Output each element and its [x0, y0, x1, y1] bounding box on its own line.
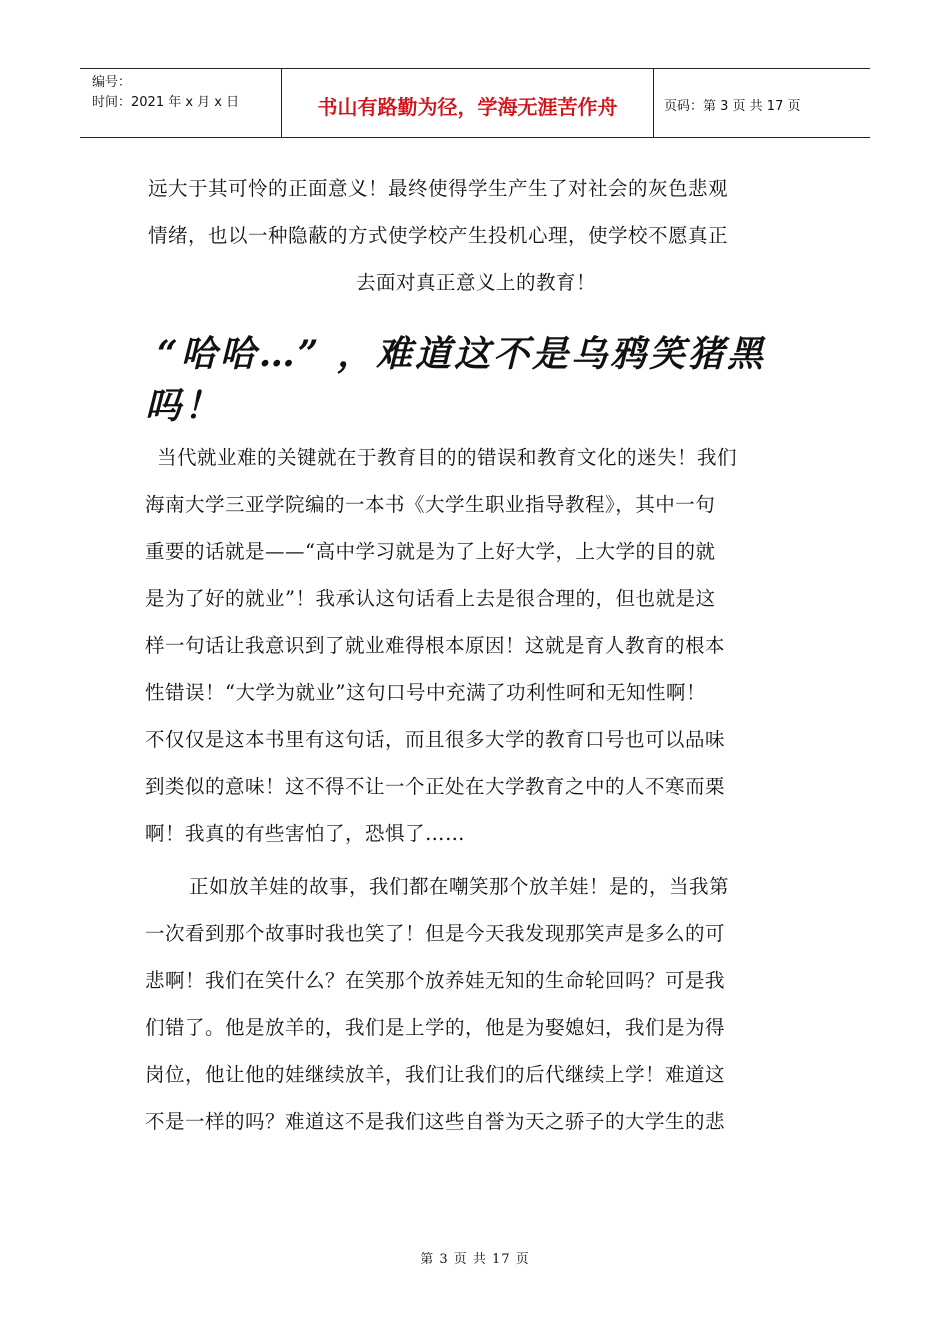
paragraph-line: 们错了。他是放羊的，我们是上学的，他是为娶媳妇，我们是为得 — [145, 1016, 726, 1039]
paragraph-line: 海南大学三亚学院编的一本书《大学生职业指导教程》，其中一句 — [145, 493, 716, 516]
header-meta — [80, 69, 282, 137]
heading-line: 吗！ — [145, 385, 224, 427]
paragraph-line: 是为了好的就业”！我承认这句话看上去是很合理的，但也就是这 — [145, 587, 716, 610]
paragraph-line: 不仅仅是这本书里有这句话，而且很多大学的教育口号也可以品味 — [145, 728, 726, 751]
paragraph-1 — [145, 434, 807, 857]
paragraph-2 — [145, 863, 807, 1145]
paragraph-line: 样一句话让我意识到了就业难得根本原因！这就是育人教育的根本 — [145, 634, 726, 657]
header-page-info: 页码：第 3 页 共 17 页 — [664, 98, 801, 114]
paragraph-line: 当代就业难的关键就在于教育目的的错误和教育文化的迷失！我们 — [157, 446, 738, 469]
page-footer: 第 3 页 共 17 页 — [420, 1252, 530, 1267]
section-heading — [145, 328, 807, 432]
paragraph-line: 正如放羊娃的故事，我们都在嘲笑那个放羊娃！是的，当我第 — [189, 875, 730, 898]
header-motto: 书山有路勤为径，学海无涯苦作舟 — [282, 69, 654, 137]
intro-line: 远大于其可怜的正面意义！最终使得学生产生了对社会的灰色悲观 — [148, 177, 729, 200]
document-date-label: 时间：2021 年 x 月 x 日 — [92, 95, 240, 110]
paragraph-line: 啊！我真的有些害怕了，恐惧了…… — [145, 822, 466, 845]
intro-line: 去面对真正意义上的教育！ — [355, 271, 596, 294]
intro-paragraph — [145, 165, 807, 306]
intro-line: 情绪，也以一种隐蔽的方式使学校产生投机心理，使学校不愿真正 — [148, 224, 729, 247]
paragraph-line: 悲啊！我们在笑什么？在笑那个放养娃无知的生命轮回吗？可是我 — [145, 969, 726, 992]
heading-line: “哈哈…” ，难道这不是乌鸦笑猪黑 — [157, 333, 766, 375]
document-body — [145, 165, 807, 1145]
paragraph-line: 不是一样的吗？难道这不是我们这些自誉为天之骄子的大学生的悲 — [145, 1110, 726, 1133]
paragraph-line: 性错误！“大学为就业”这句口号中充满了功利性呵和无知性啊！ — [145, 681, 706, 704]
page-header — [80, 68, 870, 138]
paragraph-line: 岗位，他让他的娃继续放羊，我们让我们的后代继续上学！难道这 — [145, 1063, 726, 1086]
document-number-label: 编号： — [92, 75, 132, 90]
paragraph-line: 重要的话就是——“高中学习就是为了上好大学，上大学的目的就 — [145, 540, 716, 563]
paragraph-line: 一次看到那个故事时我也笑了！但是今天我发现那笑声是多么的可 — [145, 922, 726, 945]
paragraph-line: 到类似的意味！这不得不让一个正处在大学教育之中的人不寒而栗 — [145, 775, 726, 798]
